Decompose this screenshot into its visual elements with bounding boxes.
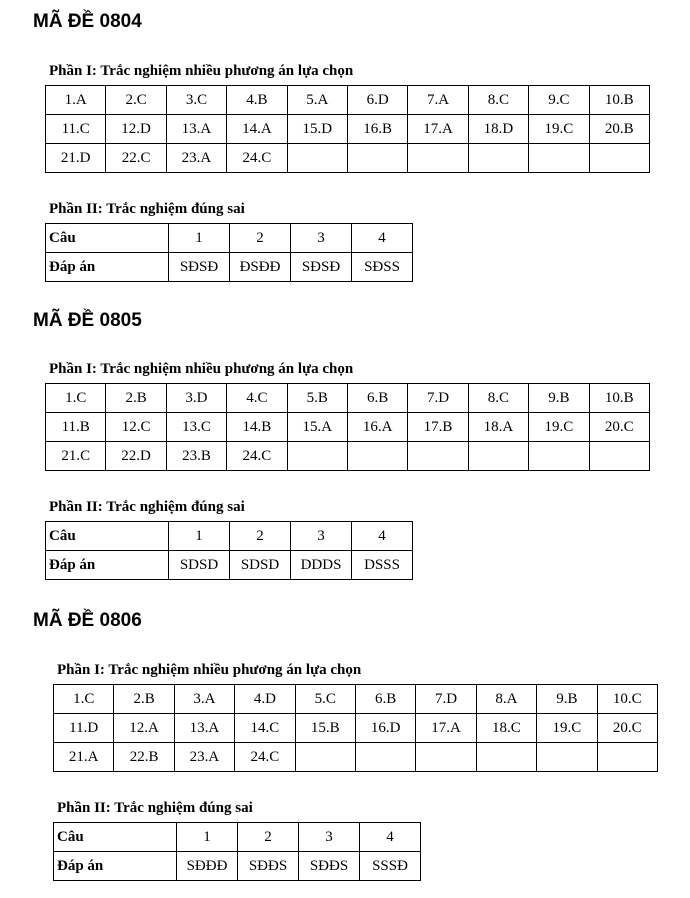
answer-header-label: Đáp án [46,253,169,282]
code-title: MÃ ĐỀ 0804 [33,11,142,32]
answer-cell: 18.A [468,413,528,442]
answer-cell: 18.C [476,714,536,743]
answer-cell: 10.B [589,86,649,115]
question-number: 3 [291,522,352,551]
answer-cell: 24.C [227,144,287,173]
answer-cell: 17.A [408,115,468,144]
answer-cell: 4.B [227,86,287,115]
answer-cell: SDSD [169,551,230,580]
table-row [46,115,650,144]
answer-cell: 5.A [287,86,347,115]
table-row [54,852,421,881]
answer-cell: 22.C [106,144,166,173]
part2-answer-table [45,521,413,580]
answer-cell [408,442,468,471]
answer-cell: 16.B [347,115,407,144]
answer-cell: 24.C [235,743,295,772]
answer-cell: 9.C [529,86,589,115]
answer-cell: 20.C [589,413,649,442]
answer-header-label: Đáp án [54,852,177,881]
part2-title: Phần II: Trắc nghiệm đúng sai [49,499,245,515]
part2-answer-table [45,223,413,282]
answer-cell [347,144,407,173]
question-header-label: Câu [54,823,177,852]
answer-cell: 16.A [347,413,407,442]
answer-cell [408,144,468,173]
answer-cell: 20.C [597,714,657,743]
answer-cell: 1.C [54,685,114,714]
answer-cell [589,144,649,173]
answer-cell: 15.B [295,714,355,743]
answer-cell: 8.C [468,384,528,413]
answer-cell: 15.A [287,413,347,442]
table-row [54,714,658,743]
answer-cell [589,442,649,471]
answer-cell [287,144,347,173]
question-number: 3 [299,823,360,852]
answer-cell [416,743,476,772]
part1-answer-table [45,85,650,173]
answer-cell: 14.C [235,714,295,743]
question-header-label: Câu [46,224,169,253]
answer-cell: SĐSS [352,253,413,282]
answer-cell: 3.D [166,384,226,413]
answer-cell [529,144,589,173]
answer-cell: 12.D [106,115,166,144]
table-row [46,522,413,551]
part1-answer-table [45,383,650,471]
answer-cell: 9.B [537,685,597,714]
answer-cell [476,743,536,772]
answer-cell: 1.C [46,384,106,413]
answer-header-label: Đáp án [46,551,169,580]
answer-cell [597,743,657,772]
code-title: MÃ ĐỀ 0805 [33,310,142,331]
answer-cell: 4.D [235,685,295,714]
question-number: 2 [230,522,291,551]
table-row [54,823,421,852]
table-row [46,253,413,282]
table-row [46,144,650,173]
answer-cell: 21.D [46,144,106,173]
table-row [46,384,650,413]
answer-cell: 10.B [589,384,649,413]
table-row [46,551,413,580]
answer-cell: 7.D [408,384,468,413]
part1-title: Phần I: Trắc nghiệm nhiều phương án lựa chọn [49,63,354,79]
question-number: 4 [352,522,413,551]
question-number: 1 [169,224,230,253]
answer-cell: 8.C [468,86,528,115]
answer-cell: 13.A [174,714,234,743]
answer-cell [347,442,407,471]
part2-title: Phần II: Trắc nghiệm đúng sai [57,800,253,816]
answer-cell: 4.C [227,384,287,413]
answer-cell: 14.B [227,413,287,442]
answer-cell: 19.C [529,413,589,442]
answer-cell: 19.C [529,115,589,144]
answer-cell: 23.A [166,144,226,173]
question-number: 4 [352,224,413,253]
answer-cell: 13.A [166,115,226,144]
answer-cell: 9.B [529,384,589,413]
answer-cell: DSSS [352,551,413,580]
question-number: 3 [291,224,352,253]
answer-cell [537,743,597,772]
part1-answer-table [53,684,658,772]
answer-cell: 24.C [227,442,287,471]
answer-cell: 11.D [54,714,114,743]
answer-cell: 23.B [166,442,226,471]
answer-cell: 21.C [46,442,106,471]
part2-answer-table [53,822,421,881]
answer-cell: 17.A [416,714,476,743]
answer-cell: 6.B [355,685,415,714]
answer-cell: SĐSĐ [169,253,230,282]
answer-cell [355,743,415,772]
question-number: 2 [230,224,291,253]
answer-cell: 11.C [46,115,106,144]
answer-cell: SĐĐS [238,852,299,881]
code-title: MÃ ĐỀ 0806 [33,610,142,631]
answer-cell: 10.C [597,685,657,714]
answer-cell: SĐĐS [299,852,360,881]
answer-cell: 2.B [106,384,166,413]
answer-cell: 3.A [174,685,234,714]
answer-cell: SSSĐ [360,852,421,881]
answer-cell: 12.A [114,714,174,743]
table-row [54,685,658,714]
answer-cell: 3.C [166,86,226,115]
answer-cell [295,743,355,772]
answer-cell: DDDS [291,551,352,580]
answer-cell: 22.B [114,743,174,772]
answer-cell: 6.D [347,86,407,115]
table-row [46,224,413,253]
answer-cell: 8.A [476,685,536,714]
answer-cell: 2.C [106,86,166,115]
answer-cell: 22.D [106,442,166,471]
table-row [46,413,650,442]
answer-cell: 23.A [174,743,234,772]
part2-title: Phần II: Trắc nghiệm đúng sai [49,201,245,217]
answer-cell: 15.D [287,115,347,144]
answer-cell: 7.D [416,685,476,714]
answer-cell: SĐĐĐ [177,852,238,881]
answer-cell: 11.B [46,413,106,442]
table-row [54,743,658,772]
answer-cell: 1.A [46,86,106,115]
answer-cell: 16.D [355,714,415,743]
table-row [46,442,650,471]
answer-cell: 5.B [287,384,347,413]
answer-cell: 21.A [54,743,114,772]
answer-cell: 18.D [468,115,528,144]
part1-title: Phần I: Trắc nghiệm nhiều phương án lựa chọn [49,361,354,377]
answer-cell: ĐSĐĐ [230,253,291,282]
question-number: 2 [238,823,299,852]
answer-cell [529,442,589,471]
answer-cell: SDSD [230,551,291,580]
answer-cell: 14.A [227,115,287,144]
question-number: 1 [169,522,230,551]
answer-cell: 19.C [537,714,597,743]
answer-cell: 13.C [166,413,226,442]
question-header-label: Câu [46,522,169,551]
answer-cell: SĐSĐ [291,253,352,282]
answer-cell: 7.A [408,86,468,115]
answer-cell [468,144,528,173]
question-number: 4 [360,823,421,852]
part1-title: Phần I: Trắc nghiệm nhiều phương án lựa chọn [57,662,362,678]
answer-cell: 6.B [347,384,407,413]
answer-cell: 20.B [589,115,649,144]
answer-cell: 12.C [106,413,166,442]
answer-cell [468,442,528,471]
table-row [46,86,650,115]
answer-cell [287,442,347,471]
answer-cell: 17.B [408,413,468,442]
question-number: 1 [177,823,238,852]
answer-cell: 2.B [114,685,174,714]
answer-cell: 5.C [295,685,355,714]
